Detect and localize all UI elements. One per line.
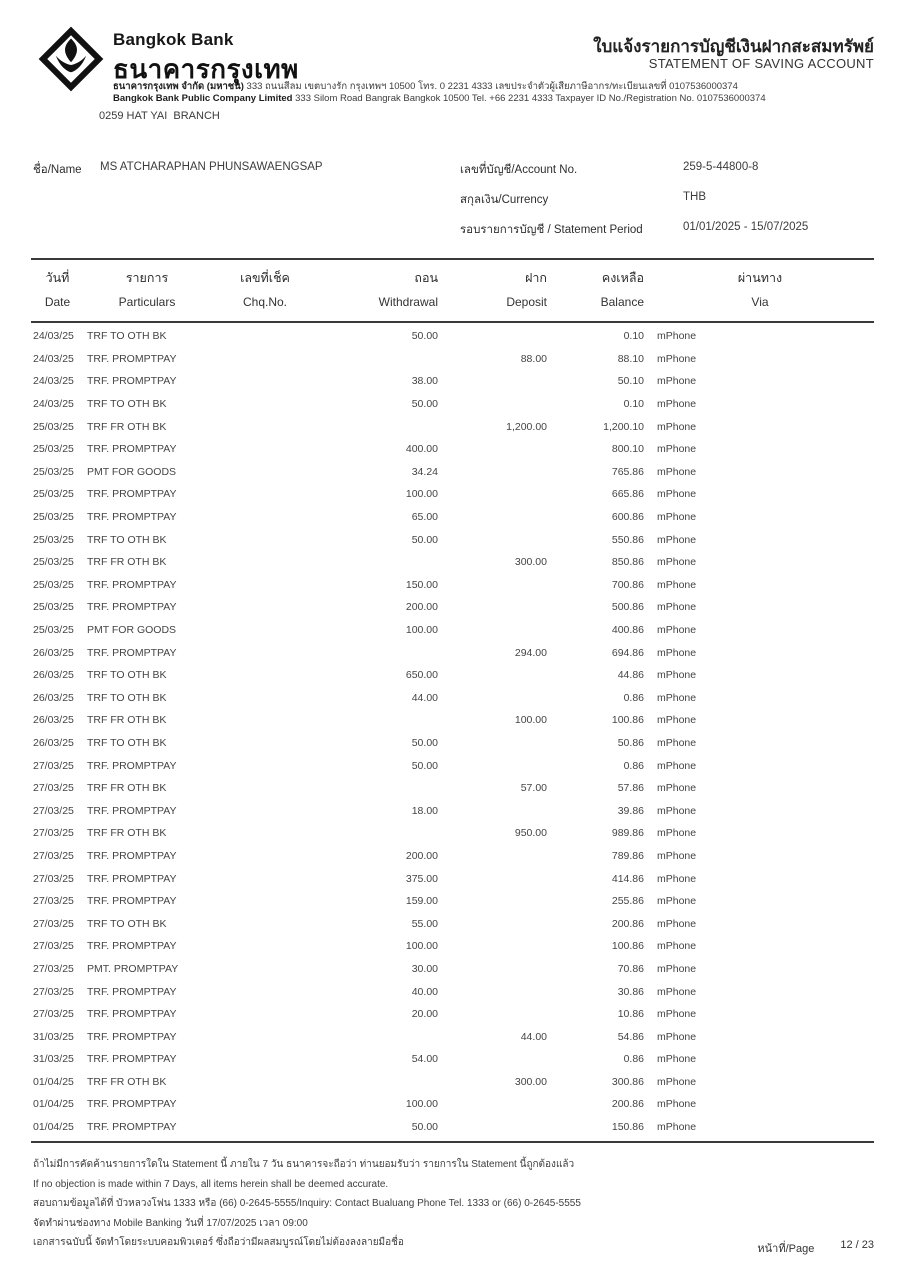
- cell-deposit: 294.00: [514, 646, 547, 659]
- cell-deposit: 300.00: [514, 1075, 547, 1088]
- cell-deposit: 57.00: [520, 782, 547, 795]
- cell-particulars: TRF TO OTH BK: [87, 736, 167, 749]
- header-particulars-en: Particulars: [118, 295, 176, 309]
- cell-via: mPhone: [657, 646, 697, 659]
- cell-date: 25/03/25: [33, 578, 74, 591]
- transaction-row: [31, 867, 874, 890]
- transaction-row: [31, 709, 874, 732]
- bank-address-en-rest: 333 Silom Road Bangrak Bangkok 10500 Tel. +66 2231 4333 Taxpayer ID No./Registration No. 0107536000374: [292, 93, 766, 104]
- cell-date: 26/03/25: [33, 646, 74, 659]
- cell-balance: 789.86: [611, 849, 644, 862]
- cell-date: 26/03/25: [33, 669, 74, 682]
- cell-withdrawal: 38.00: [411, 375, 438, 388]
- cell-balance: 57.86: [617, 782, 644, 795]
- cell-balance: 100.86: [611, 940, 644, 953]
- cell-particulars: TRF TO OTH BK: [87, 398, 167, 411]
- cell-withdrawal: 44.00: [411, 691, 438, 704]
- transaction-row: [31, 980, 874, 1003]
- cell-date: 27/03/25: [33, 1008, 74, 1021]
- header-withdrawal-en: Withdrawal: [378, 295, 438, 309]
- cell-withdrawal: 159.00: [405, 895, 438, 908]
- cell-via: mPhone: [657, 804, 697, 817]
- cell-balance: 150.86: [611, 1121, 644, 1134]
- cell-balance: 200.86: [611, 1098, 644, 1111]
- cell-balance: 50.10: [617, 375, 644, 388]
- branch-name: 0259 HAT YAI BRANCH: [99, 110, 220, 122]
- page-label: หน้าที่/Page: [757, 1242, 815, 1255]
- cell-date: 27/03/25: [33, 895, 74, 908]
- header-deposit-th: ฝาก: [525, 271, 547, 285]
- header-balance-en: Balance: [600, 295, 644, 309]
- cell-balance: 989.86: [611, 827, 644, 840]
- cell-deposit: 88.00: [520, 352, 547, 365]
- cell-deposit: 950.00: [514, 827, 547, 840]
- cell-date: 26/03/25: [33, 691, 74, 704]
- cell-date: 01/04/25: [33, 1098, 74, 1111]
- cell-via: mPhone: [657, 533, 697, 546]
- cell-via: mPhone: [657, 556, 697, 569]
- cell-balance: 88.10: [617, 352, 644, 365]
- cell-particulars: TRF TO OTH BK: [87, 533, 167, 546]
- cell-date: 24/03/25: [33, 330, 74, 343]
- cell-balance: 300.86: [611, 1075, 644, 1088]
- account-no-value: 259-5-44800-8: [683, 161, 759, 173]
- cell-date: 24/03/25: [33, 352, 74, 365]
- cell-deposit: 44.00: [520, 1030, 547, 1043]
- cell-particulars: TRF. PROMPTPAY: [87, 443, 177, 456]
- cell-deposit: 100.00: [514, 714, 547, 727]
- cell-date: 27/03/25: [33, 985, 74, 998]
- cell-balance: 54.86: [617, 1030, 644, 1043]
- header-withdrawal-th: ถอน: [414, 271, 438, 285]
- cell-withdrawal: 150.00: [405, 578, 438, 591]
- cell-date: 27/03/25: [33, 872, 74, 885]
- cell-via: mPhone: [657, 1053, 697, 1066]
- cell-via: mPhone: [657, 759, 697, 772]
- cell-balance: 0.86: [623, 691, 644, 704]
- cell-via: mPhone: [657, 782, 697, 795]
- cell-balance: 0.10: [623, 330, 644, 343]
- page-value: 12 / 23: [840, 1238, 874, 1251]
- cell-particulars: TRF. PROMPTPAY: [87, 601, 177, 614]
- cell-withdrawal: 100.00: [405, 488, 438, 501]
- transaction-row: [31, 574, 874, 597]
- cell-withdrawal: 50.00: [411, 398, 438, 411]
- transaction-row: [31, 664, 874, 687]
- cell-date: 25/03/25: [33, 443, 74, 456]
- cell-date: 24/03/25: [33, 375, 74, 388]
- period-value: 01/01/2025 - 15/07/2025: [683, 221, 809, 233]
- cell-balance: 500.86: [611, 601, 644, 614]
- cell-balance: 414.86: [611, 872, 644, 885]
- transaction-row: [31, 393, 874, 416]
- footer-note-2: If no objection is made within 7 Days, all items herein shall be deemed accurate.: [33, 1178, 389, 1190]
- footer-notes: [33, 1158, 874, 1256]
- cell-via: mPhone: [657, 736, 697, 749]
- cell-particulars: TRF TO OTH BK: [87, 330, 167, 343]
- transaction-row: [31, 461, 874, 484]
- cell-withdrawal: 400.00: [405, 443, 438, 456]
- account-name: MS ATCHARAPHAN PHUNSAWAENGSAP: [100, 161, 323, 173]
- cell-date: 01/04/25: [33, 1075, 74, 1088]
- cell-date: 26/03/25: [33, 714, 74, 727]
- cell-balance: 39.86: [617, 804, 644, 817]
- cell-withdrawal: 200.00: [405, 601, 438, 614]
- bank-name-th: ธนาคารกรุงเทพ: [113, 54, 299, 84]
- cell-balance: 100.86: [611, 714, 644, 727]
- currency-label: สกุลเงิน/Currency: [460, 194, 549, 206]
- cell-date: 27/03/25: [33, 849, 74, 862]
- cell-via: mPhone: [657, 1030, 697, 1043]
- cell-balance: 255.86: [611, 895, 644, 908]
- cell-date: 31/03/25: [33, 1030, 74, 1043]
- cell-via: mPhone: [657, 1121, 697, 1134]
- document-title-en: STATEMENT OF SAVING ACCOUNT: [648, 56, 874, 71]
- cell-particulars: TRF. PROMPTPAY: [87, 804, 177, 817]
- cell-particulars: TRF FR OTH BK: [87, 714, 167, 727]
- table-header: [31, 258, 874, 323]
- cell-withdrawal: 20.00: [411, 1008, 438, 1021]
- bank-address-en: [113, 93, 766, 104]
- cell-particulars: TRF. PROMPTPAY: [87, 1008, 177, 1021]
- cell-date: 25/03/25: [33, 624, 74, 637]
- transaction-row: [31, 619, 874, 642]
- cell-date: 27/03/25: [33, 917, 74, 930]
- cell-particulars: TRF. PROMPTPAY: [87, 646, 177, 659]
- cell-particulars: PMT FOR GOODS: [87, 624, 177, 637]
- cell-particulars: PMT FOR GOODS: [87, 465, 177, 478]
- currency-value: THB: [683, 191, 706, 203]
- cell-particulars: TRF TO OTH BK: [87, 691, 167, 704]
- transaction-row: [31, 415, 874, 438]
- cell-withdrawal: 100.00: [405, 624, 438, 637]
- footer-note-3: สอบถามข้อมูลได้ที่ บัวหลวงโฟน 1333 หรือ (66) 0-2645-5555/Inquiry: Contact Bualuang Phone Tel. 1333 or (66) 0-2645-5555: [33, 1198, 581, 1209]
- bank-address-th-rest: 333 ถนนสีลม เขตบางรัก กรุงเทพฯ 10500 โทร. 0 2231 4333 เลขประจำตัวผู้เสียภาษีอากร/ทะเบียนเลขที่ 0107536000374: [243, 81, 738, 92]
- transaction-row: [31, 732, 874, 755]
- cell-via: mPhone: [657, 714, 697, 727]
- transaction-row: [31, 799, 874, 822]
- transaction-row: [31, 483, 874, 506]
- cell-via: mPhone: [657, 827, 697, 840]
- cell-date: 31/03/25: [33, 1053, 74, 1066]
- cell-particulars: PMT. PROMPTPAY: [87, 962, 179, 975]
- cell-withdrawal: 34.24: [411, 465, 438, 478]
- cell-particulars: TRF. PROMPTPAY: [87, 759, 177, 772]
- cell-via: mPhone: [657, 330, 697, 343]
- cell-balance: 400.86: [611, 624, 644, 637]
- cell-balance: 44.86: [617, 669, 644, 682]
- cell-balance: 0.86: [623, 1053, 644, 1066]
- cell-via: mPhone: [657, 895, 697, 908]
- cell-deposit: 300.00: [514, 556, 547, 569]
- cell-withdrawal: 650.00: [405, 669, 438, 682]
- cell-particulars: TRF. PROMPTPAY: [87, 578, 177, 591]
- cell-via: mPhone: [657, 917, 697, 930]
- transaction-row: [31, 1071, 874, 1094]
- cell-date: 27/03/25: [33, 962, 74, 975]
- cell-balance: 1,200.10: [603, 420, 644, 433]
- cell-balance: 550.86: [611, 533, 644, 546]
- transaction-row: [31, 348, 874, 371]
- cell-date: 25/03/25: [33, 465, 74, 478]
- cell-withdrawal: 50.00: [411, 736, 438, 749]
- bank-address-th-lead: ธนาคารกรุงเทพ จำกัด (มหาชน): [113, 81, 244, 92]
- cell-date: 25/03/25: [33, 533, 74, 546]
- transactions-body: [31, 323, 874, 1143]
- cell-particulars: TRF. PROMPTPAY: [87, 895, 177, 908]
- page-number: [757, 1239, 874, 1257]
- cell-particulars: TRF FR OTH BK: [87, 1075, 167, 1088]
- cell-particulars: TRF. PROMPTPAY: [87, 1053, 177, 1066]
- header-particulars-th: รายการ: [125, 271, 169, 285]
- transaction-row: [31, 1048, 874, 1071]
- transaction-row: [31, 551, 874, 574]
- bank-address-en-lead: Bangkok Bank Public Company Limited: [113, 93, 293, 104]
- cell-date: 27/03/25: [33, 782, 74, 795]
- cell-via: mPhone: [657, 398, 697, 411]
- cell-via: mPhone: [657, 669, 697, 682]
- cell-particulars: TRF FR OTH BK: [87, 782, 167, 795]
- cell-via: mPhone: [657, 488, 697, 501]
- cell-particulars: TRF. PROMPTPAY: [87, 488, 177, 501]
- footer-note-4: จัดทำผ่านช่องทาง Mobile Banking วันที่ 17/07/2025 เวลา 09:00: [33, 1217, 308, 1229]
- cell-withdrawal: 50.00: [411, 1121, 438, 1134]
- cell-date: 26/03/25: [33, 736, 74, 749]
- cell-date: 27/03/25: [33, 940, 74, 953]
- transaction-row: [31, 958, 874, 981]
- period-label: รอบรายการบัญชี / Statement Period: [460, 224, 643, 236]
- cell-withdrawal: 50.00: [411, 533, 438, 546]
- cell-balance: 600.86: [611, 511, 644, 524]
- transaction-row: [31, 325, 874, 348]
- cell-date: 27/03/25: [33, 759, 74, 772]
- header-chqno-en: Chq.No.: [242, 295, 288, 309]
- cell-via: mPhone: [657, 443, 697, 456]
- transaction-row: [31, 506, 874, 529]
- transaction-row: [31, 912, 874, 935]
- cell-date: 25/03/25: [33, 420, 74, 433]
- cell-particulars: TRF. PROMPTPAY: [87, 872, 177, 885]
- transaction-row: [31, 370, 874, 393]
- header-via-en: Via: [751, 295, 769, 309]
- cell-withdrawal: 54.00: [411, 1053, 438, 1066]
- transaction-row: [31, 777, 874, 800]
- transaction-row: [31, 596, 874, 619]
- cell-withdrawal: 100.00: [405, 940, 438, 953]
- cell-via: mPhone: [657, 624, 697, 637]
- cell-balance: 70.86: [617, 962, 644, 975]
- cell-via: mPhone: [657, 578, 697, 591]
- cell-via: mPhone: [657, 985, 697, 998]
- cell-date: 24/03/25: [33, 398, 74, 411]
- bangkok-bank-logo-icon: [38, 26, 104, 92]
- cell-particulars: TRF. PROMPTPAY: [87, 1121, 177, 1134]
- header-via-th: ผ่านทาง: [737, 271, 783, 285]
- cell-withdrawal: 55.00: [411, 917, 438, 930]
- cell-particulars: TRF. PROMPTPAY: [87, 352, 177, 365]
- cell-date: 25/03/25: [33, 556, 74, 569]
- cell-particulars: TRF TO OTH BK: [87, 917, 167, 930]
- cell-withdrawal: 100.00: [405, 1098, 438, 1111]
- cell-via: mPhone: [657, 352, 697, 365]
- cell-via: mPhone: [657, 375, 697, 388]
- cell-date: 25/03/25: [33, 488, 74, 501]
- cell-withdrawal: 18.00: [411, 804, 438, 817]
- transaction-row: [31, 528, 874, 551]
- cell-date: 25/03/25: [33, 601, 74, 614]
- transaction-row: [31, 935, 874, 958]
- cell-date: 27/03/25: [33, 827, 74, 840]
- cell-particulars: TRF. PROMPTPAY: [87, 1030, 177, 1043]
- bank-name-en: Bangkok Bank: [113, 30, 234, 49]
- name-label: ชื่อ/Name: [33, 164, 82, 176]
- cell-balance: 200.86: [611, 917, 644, 930]
- cell-via: mPhone: [657, 601, 697, 614]
- cell-withdrawal: 50.00: [411, 759, 438, 772]
- cell-particulars: TRF. PROMPTPAY: [87, 940, 177, 953]
- transaction-row: [31, 641, 874, 664]
- account-no-label: เลขที่บัญชี/Account No.: [460, 164, 578, 176]
- cell-via: mPhone: [657, 849, 697, 862]
- cell-via: mPhone: [657, 872, 697, 885]
- cell-withdrawal: 200.00: [405, 849, 438, 862]
- footer-note-5: เอกสารฉบับนี้ จัดทำโดยระบบคอมพิวเตอร์ ซึ่งถือว่ามีผลสมบูรณ์โดยไม่ต้องลงลายมือชื่อ: [33, 1237, 404, 1248]
- transaction-row: [31, 845, 874, 868]
- cell-date: 01/04/25: [33, 1121, 74, 1134]
- footer-note-1: ถ้าไม่มีการคัดค้านรายการใดใน Statement นี้ ภายใน 7 วัน ธนาคารจะถือว่า ท่านยอมรับว่า รายการใน Statement นี้ถูกต้องแล้ว: [33, 1159, 575, 1170]
- cell-date: 25/03/25: [33, 511, 74, 524]
- cell-via: mPhone: [657, 962, 697, 975]
- cell-via: mPhone: [657, 420, 697, 433]
- header-date-en: Date: [44, 295, 71, 309]
- transaction-row: [31, 754, 874, 777]
- cell-withdrawal: 40.00: [411, 985, 438, 998]
- transactions-table: [31, 258, 874, 1143]
- cell-particulars: TRF FR OTH BK: [87, 420, 167, 433]
- cell-particulars: TRF. PROMPTPAY: [87, 849, 177, 862]
- cell-via: mPhone: [657, 1075, 697, 1088]
- cell-particulars: TRF. PROMPTPAY: [87, 1098, 177, 1111]
- cell-balance: 0.10: [623, 398, 644, 411]
- cell-balance: 765.86: [611, 465, 644, 478]
- document-title-th: ใบแจ้งรายการบัญชีเงินฝากสะสมทรัพย์: [593, 37, 874, 56]
- transaction-row: [31, 890, 874, 913]
- cell-balance: 0.86: [623, 759, 644, 772]
- transaction-row: [31, 1093, 874, 1116]
- cell-particulars: TRF TO OTH BK: [87, 669, 167, 682]
- cell-balance: 850.86: [611, 556, 644, 569]
- header-chqno-th: เลขที่เช็ค: [240, 271, 290, 285]
- cell-particulars: TRF FR OTH BK: [87, 827, 167, 840]
- cell-deposit: 1,200.00: [506, 420, 547, 433]
- cell-via: mPhone: [657, 691, 697, 704]
- transaction-row: [31, 687, 874, 710]
- cell-withdrawal: 30.00: [411, 962, 438, 975]
- cell-balance: 665.86: [611, 488, 644, 501]
- cell-via: mPhone: [657, 1098, 697, 1111]
- cell-via: mPhone: [657, 940, 697, 953]
- cell-withdrawal: 50.00: [411, 330, 438, 343]
- cell-particulars: TRF. PROMPTPAY: [87, 985, 177, 998]
- transaction-row: [31, 438, 874, 461]
- transaction-row: [31, 1003, 874, 1026]
- cell-particulars: TRF. PROMPTPAY: [87, 375, 177, 388]
- bank-address-th: [113, 79, 738, 94]
- cell-balance: 694.86: [611, 646, 644, 659]
- cell-via: mPhone: [657, 511, 697, 524]
- transaction-row: [31, 822, 874, 845]
- cell-via: mPhone: [657, 1008, 697, 1021]
- cell-balance: 50.86: [617, 736, 644, 749]
- cell-particulars: TRF FR OTH BK: [87, 556, 167, 569]
- cell-balance: 30.86: [617, 985, 644, 998]
- cell-via: mPhone: [657, 465, 697, 478]
- header-date-th: วันที่: [45, 271, 70, 285]
- header-deposit-en: Deposit: [506, 295, 547, 309]
- cell-balance: 800.10: [611, 443, 644, 456]
- transaction-row: [31, 1025, 874, 1048]
- cell-date: 27/03/25: [33, 804, 74, 817]
- transaction-row: [31, 1116, 874, 1139]
- cell-balance: 10.86: [617, 1008, 644, 1021]
- cell-particulars: TRF. PROMPTPAY: [87, 511, 177, 524]
- cell-withdrawal: 375.00: [405, 872, 438, 885]
- header-balance-th: คงเหลือ: [601, 271, 644, 285]
- cell-balance: 700.86: [611, 578, 644, 591]
- cell-withdrawal: 65.00: [411, 511, 438, 524]
